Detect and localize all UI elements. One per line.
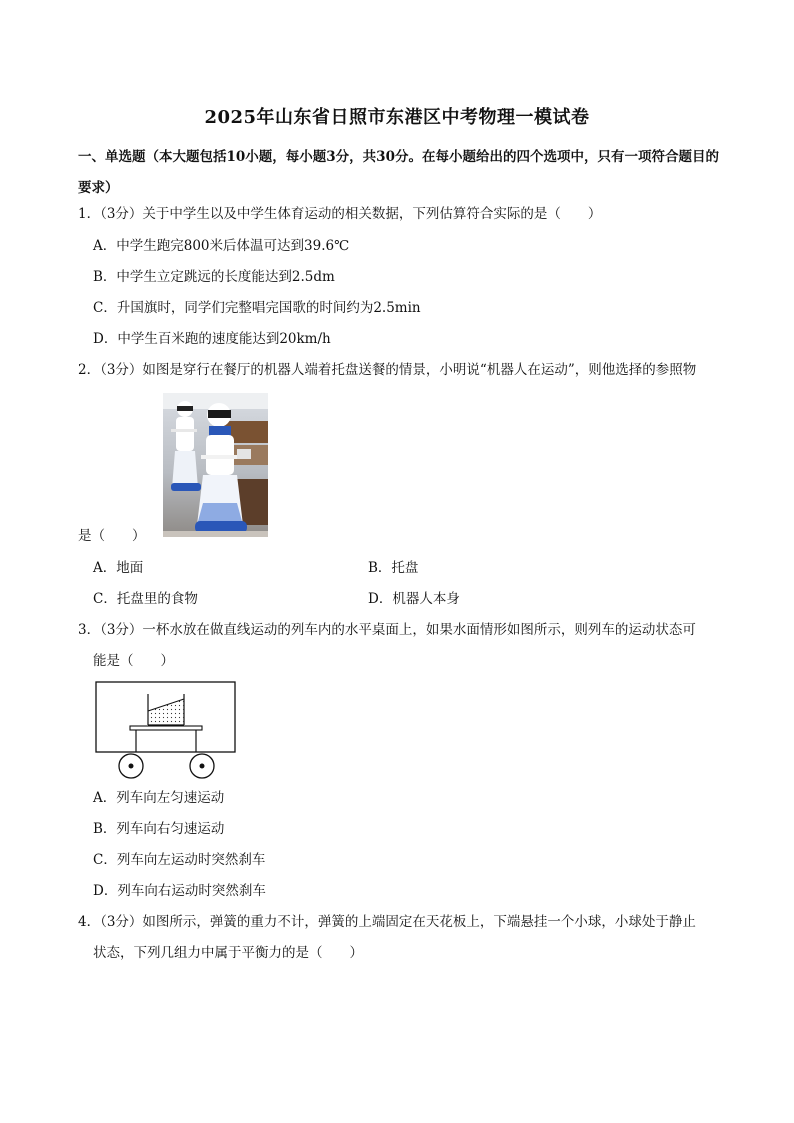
question-3-option-c: C．列车向左运动时突然刹车 — [93, 852, 266, 868]
question-1-stem: 1．（3分）关于中学生以及中学生体育运动的相关数据，下列估算符合实际的是（ ） — [78, 206, 602, 222]
question-1-option-a: A．中学生跑完800米后体温可达到39.6℃ — [93, 238, 350, 254]
question-2-option-c: C．托盘里的食物 — [93, 591, 198, 607]
question-2-option-b: B．托盘 — [368, 560, 419, 576]
question-2-stem-line-2: 是（ ） — [78, 528, 146, 544]
question-3-stem-line-1: 3．（3分）一杯水放在做直线运动的列车内的水平桌面上，如果水面情形如图所示，则列车的运动状态可 — [78, 622, 696, 638]
question-2-stem-line-1: 2．（3分）如图是穿行在餐厅的机器人端着托盘送餐的情景，小明说“机器人在运动”，则他选择的参照物 — [78, 362, 697, 378]
question-4-stem-line-2: 状态，下列几组力中属于平衡力的是（ ） — [93, 945, 363, 961]
train-water-cup-diagram — [94, 680, 239, 782]
question-2-option-a: A．地面 — [93, 560, 144, 576]
question-3-option-b: B．列车向右匀速运动 — [93, 821, 225, 837]
question-1-option-d: D．中学生百米跑的速度能达到20km/h — [93, 331, 331, 347]
question-4-stem-line-1: 4．（3分）如图所示，弹簧的重力不计，弹簧的上端固定在天花板上，下端悬挂一个小球，小球处于静止 — [78, 914, 696, 930]
question-2-option-d: D．机器人本身 — [368, 591, 460, 607]
exam-title: 2025年山东省日照市东港区中考物理一模试卷 — [204, 107, 590, 128]
question-1-option-b: B．中学生立定跳远的长度能达到2.5dm — [93, 269, 335, 285]
section-heading: 一、单选题（本大题包括10小题，每小题3分，共30分。在每小题给出的四个选项中，只有一项符合题目的要求） — [78, 149, 719, 196]
robot-waiter-photo — [163, 393, 268, 537]
question-3-stem-line-2: 能是（ ） — [93, 653, 174, 669]
question-1-option-c: C．升国旗时，同学们完整唱完国歌的时间约为2.5min — [93, 300, 421, 316]
question-3-option-a: A．列车向左匀速运动 — [93, 790, 225, 806]
question-3-option-d: D．列车向右运动时突然刹车 — [93, 883, 266, 899]
